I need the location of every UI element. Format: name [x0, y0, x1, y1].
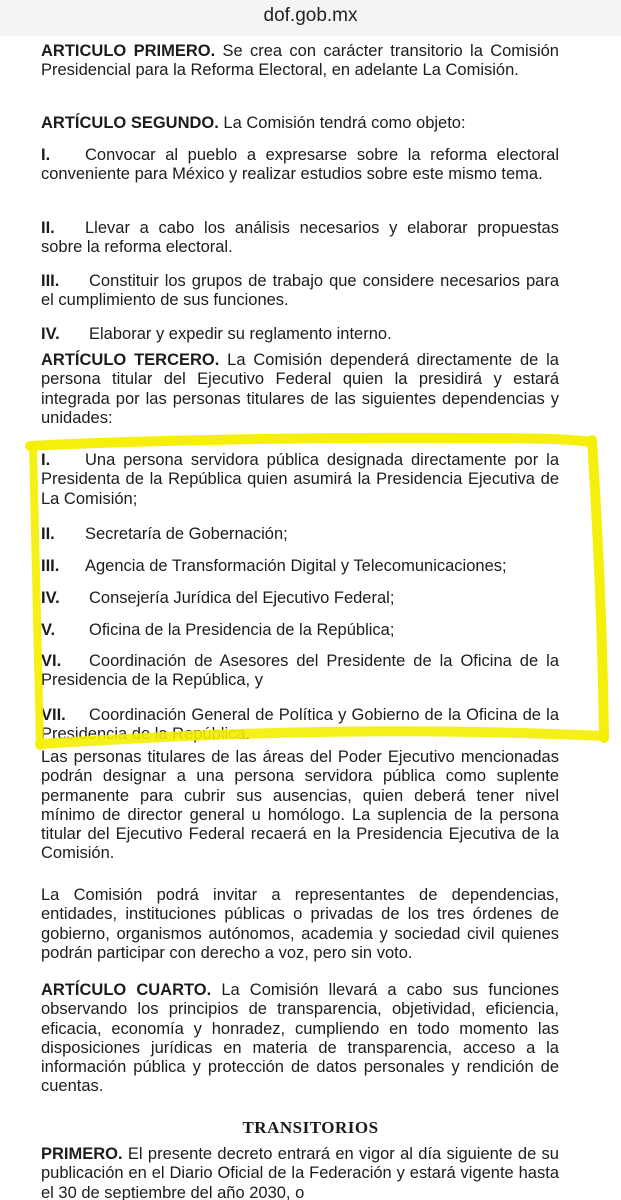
item-text: Agencia de Transformación Digital y Telecomunicaciones; [85, 557, 507, 575]
article-text: Se crea con carácter transitorio la Comisión Presidencial para la Reforma Electoral, en adelante La Comisión. [41, 42, 559, 80]
item-text: Elaborar y expedir su reglamento interno. [89, 325, 392, 343]
article-heading: ARTÍCULO SEGUNDO. [41, 114, 219, 132]
item-number: II. [41, 525, 55, 543]
item-text: Coordinación General de Política y Gobierno de la Oficina de la Presidencia de la República. [41, 706, 559, 744]
list-item [41, 706, 559, 745]
list-item [41, 219, 559, 258]
list-item [41, 652, 559, 691]
item-text: Coordinación de Asesores del Presidente de la Oficina de la Presidencia de la República, y [41, 652, 559, 690]
document-page [0, 36, 621, 1200]
transitorio-primero [41, 1145, 559, 1200]
item-number: IV. [41, 325, 60, 343]
article-cuarto [41, 981, 559, 1097]
item-text: Consejería Jurídica del Ejecutivo Federal; [89, 589, 395, 607]
article-text: El presente decreto entrará en vigor al día siguiente de su publicación en el Diario Oficial de la Federación y estará vigente hasta el 30 de septiembre del año 2030, o [41, 1145, 559, 1200]
list-item [41, 621, 559, 640]
paragraph: La Comisión podrá invitar a representantes de dependencias, entidades, instituciones públicas o privadas de los tres órdenes de gobierno, organismos autónomos, academia y sociedad civil quienes podrán participar con derecho a voz, pero sin voto. [41, 886, 559, 962]
item-text: Convocar al pueblo a expresarse sobre la reforma electoral conveniente para México y realizar estudios sobre este mismo tema. [41, 146, 559, 184]
item-number: VII. [41, 706, 66, 724]
list-item [41, 272, 559, 311]
item-text: Constituir los grupos de trabajo que considere necesarios para el cumplimiento de sus funciones. [41, 272, 559, 310]
item-number: I. [41, 451, 51, 469]
list-item [41, 146, 559, 185]
article-primero [41, 42, 559, 81]
item-number: VI. [41, 652, 62, 670]
item-text: Llevar a cabo los análisis necesarios y elaborar propuestas sobre la reforma electoral. [41, 219, 559, 257]
item-number: V. [41, 621, 56, 639]
article-text: La Comisión tendrá como objeto: [218, 114, 466, 132]
article-heading: ARTICULO PRIMERO. [41, 42, 216, 60]
browser-address-bar[interactable] [0, 0, 621, 37]
item-number: II. [41, 219, 55, 237]
list-item [41, 325, 559, 344]
article-heading: ARTÍCULO TERCERO. [41, 351, 220, 369]
list-item [41, 589, 559, 608]
item-number: I. [41, 146, 51, 164]
item-text: Oficina de la Presidencia de la República; [89, 621, 395, 639]
list-item [41, 557, 559, 576]
item-number: IV. [41, 589, 60, 607]
article-heading: PRIMERO. [41, 1145, 123, 1163]
item-text: Una persona servidora pública designada directamente por la Presidenta de la República quien asumirá la Presidencia Ejecutiva de La Comisión; [41, 451, 559, 508]
section-heading-transitorios: TRANSITORIOS [242, 1118, 379, 1137]
article-segundo [41, 114, 559, 133]
item-text: Secretaría de Gobernación; [85, 525, 288, 543]
article-tercero [41, 351, 559, 428]
article-text: La Comisión llevará a cabo sus funciones observando los principios de transparencia, objetividad, eficiencia, eficacia, economía y honradez, cumpliendo en todo momento las disposiciones jurídicas en materia de transparencia, acceso a la información pública y protección de datos personales y rendición de cuentas. [41, 981, 559, 1096]
article-heading: ARTÍCULO CUARTO. [41, 981, 212, 999]
list-item [41, 451, 559, 509]
url-text[interactable]: dof.gob.mx [263, 5, 358, 26]
list-item [41, 525, 559, 544]
paragraph: Las personas titulares de las áreas del Poder Ejecutivo mencionadas podrán designar a una persona servidora pública como suplente permanente para cubrir sus ausencias, quien deberá tener nivel mínimo de director general u homólogo. La suplencia de la persona titular del Ejecutivo Federal recaerá en la Presidencia Ejecutiva de la Comisión. [41, 748, 559, 863]
item-number: III. [41, 272, 60, 290]
item-number: III. [41, 557, 60, 575]
article-text: La Comisión dependerá directamente de la persona titular del Ejecutivo Federal quien la presidirá y estará integrada por las personas titulares de las siguientes dependencias y unidades: [41, 351, 559, 427]
